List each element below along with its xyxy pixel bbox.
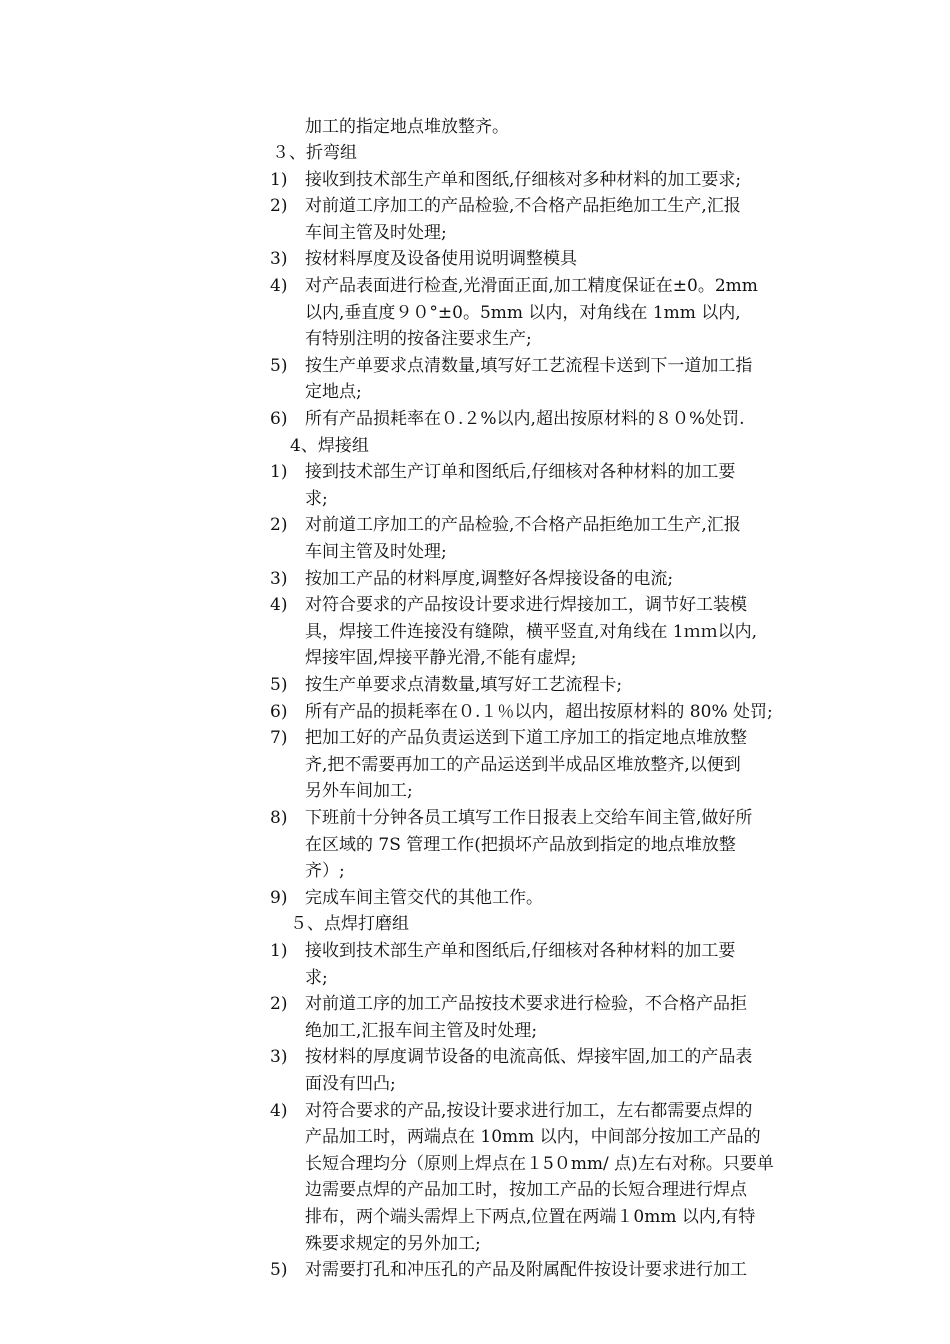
list-item-text: 按材料厚度及设备使用说明调整模具 (305, 249, 577, 270)
list-item-number: 1) (270, 462, 288, 483)
list-item-number: 2) (270, 994, 288, 1015)
list-item-number: 8) (270, 808, 288, 828)
list-item-text: 接收到技术部生产单和图纸后,仔细核对各种材料的加工要 (305, 941, 736, 961)
list-item-text: 接收到技术部生产单和图纸,仔细核对多种材料的加工要求; (305, 169, 742, 190)
list-item-text: 绝加工,汇报车间主管及时处理; (305, 1020, 538, 1041)
list-item-text: 在区域的 7S 管理工作(把损坏产品放到指定的地点堆放整 (305, 834, 736, 855)
list-item-text: 长短合理均分（原则上焊点在１5０mm/ 点)左右对称。只要单 (305, 1153, 774, 1174)
list-item-text: 按加工产品的材料厚度,调整好各焊接设备的电流; (305, 568, 674, 589)
list-item-text: 接到技术部生产订单和图纸后,仔细核对各种材料的加工要 (305, 462, 736, 483)
list-item-number: 3) (270, 1047, 288, 1068)
list-item-number: 7) (270, 728, 288, 749)
list-item-text: 车间主管及时处理; (305, 222, 447, 243)
list-item-text: 按生产单要求点清数量,填写好工艺流程卡送到下一道加工指 (305, 355, 753, 376)
list-item-text: 所有产品损耗率在０.２%以内,超出按原材料的８０%处罚. (305, 409, 745, 429)
list-item-text: 所有产品的损耗率在０.１％以内，超出按原材料的 80% 处罚; (305, 701, 773, 722)
list-item-number: 6) (270, 409, 288, 429)
list-item-number: 4) (270, 595, 288, 616)
list-item-text: 对前道工序的加工产品按技术要求进行检验，不合格产品拒 (305, 994, 747, 1015)
list-item-text: 面没有凹凸; (305, 1074, 396, 1094)
list-item-text: 求; (305, 967, 328, 988)
list-item-number: 3) (270, 568, 288, 589)
list-item-number: 2) (270, 196, 288, 217)
list-item-number: 9) (270, 887, 288, 908)
list-item-number: 5) (270, 675, 288, 695)
list-item-text: 对前道工序加工的产品检验,不合格产品拒绝加工生产,汇报 (305, 196, 741, 217)
list-item-text: 完成车间主管交代的其他工作。 (305, 887, 543, 908)
list-item-text: 殊要求规定的另外加工; (305, 1233, 481, 1254)
list-item-text: 求; (305, 488, 328, 509)
list-item-text: 齐,把不需要再加工的产品运送到半成品区堆放整齐,以便到 (305, 754, 741, 775)
list-item-number: 6) (270, 701, 288, 722)
list-item-text: 另外车间加工; (305, 781, 413, 802)
list-item-text: 对符合要求的产品,按设计要求进行加工，左右都需要点焊的 (305, 1100, 753, 1121)
list-item-number: 2) (270, 515, 288, 536)
list-item-text: 下班前十分钟各员工填写工作日报表上交给车间主管,做好所 (305, 808, 753, 828)
list-item-text: 对需要打孔和冲压孔的产品及附属配件按设计要求进行加工 (305, 1260, 747, 1281)
list-item-text: 对前道工序加工的产品检验,不合格产品拒绝加工生产,汇报 (305, 515, 741, 536)
section-heading: ５、点焊打磨组 (290, 914, 409, 935)
list-item-text: 排布，两个端头需焊上下两点,位置在两端１0mm 以内,有特 (305, 1207, 756, 1227)
list-item-text: 焊接牢固,焊接平静光滑,不能有虚焊; (305, 648, 577, 669)
list-item-number: 3) (270, 249, 288, 270)
list-item-text: 边需要点焊的产品加工时，按加工产品的长短合理进行焊点 (305, 1180, 747, 1201)
section-heading: 4、焊接组 (290, 435, 369, 456)
list-item-text: 把加工好的产品负责运送到下道工序加工的指定地点堆放整 (305, 728, 747, 749)
section-heading: ３、折弯组 (272, 143, 357, 163)
list-item-text: 具，焊接工件连接没有缝隙，横平竖直,对角线在 1ｍｍ以内, (305, 621, 758, 642)
list-item-text: 按材料的厚度调节设备的电流高低、焊接牢固,加工的产品表 (305, 1047, 753, 1068)
list-item-text: 产品加工时，两端点在 10mm 以内，中间部分按加工产品的 (305, 1127, 761, 1148)
list-item-number: 1) (270, 941, 288, 961)
list-item-text: 以内,垂直度９０°±0。5mm 以内，对角线在 1mm 以内, (305, 302, 741, 323)
list-item-text: 齐）; (305, 861, 345, 882)
list-item-text: 对产品表面进行检查,光滑面正面,加工精度保证在±0。2mm (305, 276, 758, 296)
list-item-text: 定地点; (305, 382, 362, 403)
list-item-number: 1) (270, 169, 288, 190)
list-item-text: 有特别注明的按备注要求生产; (305, 329, 532, 350)
list-item-text: 车间主管及时处理; (305, 542, 447, 562)
list-item-number: 5) (270, 1260, 288, 1281)
list-item-text: 对符合要求的产品按设计要求进行焊接加工，调节好工装模 (305, 595, 747, 616)
list-item-text: 按生产单要求点清数量,填写好工艺流程卡; (305, 675, 623, 695)
list-item-number: 4) (270, 276, 288, 296)
list-item-number: 5) (270, 355, 288, 376)
list-item-number: 4) (270, 1100, 288, 1121)
intro-line: 加工的指定地点堆放整齐。 (305, 117, 509, 137)
